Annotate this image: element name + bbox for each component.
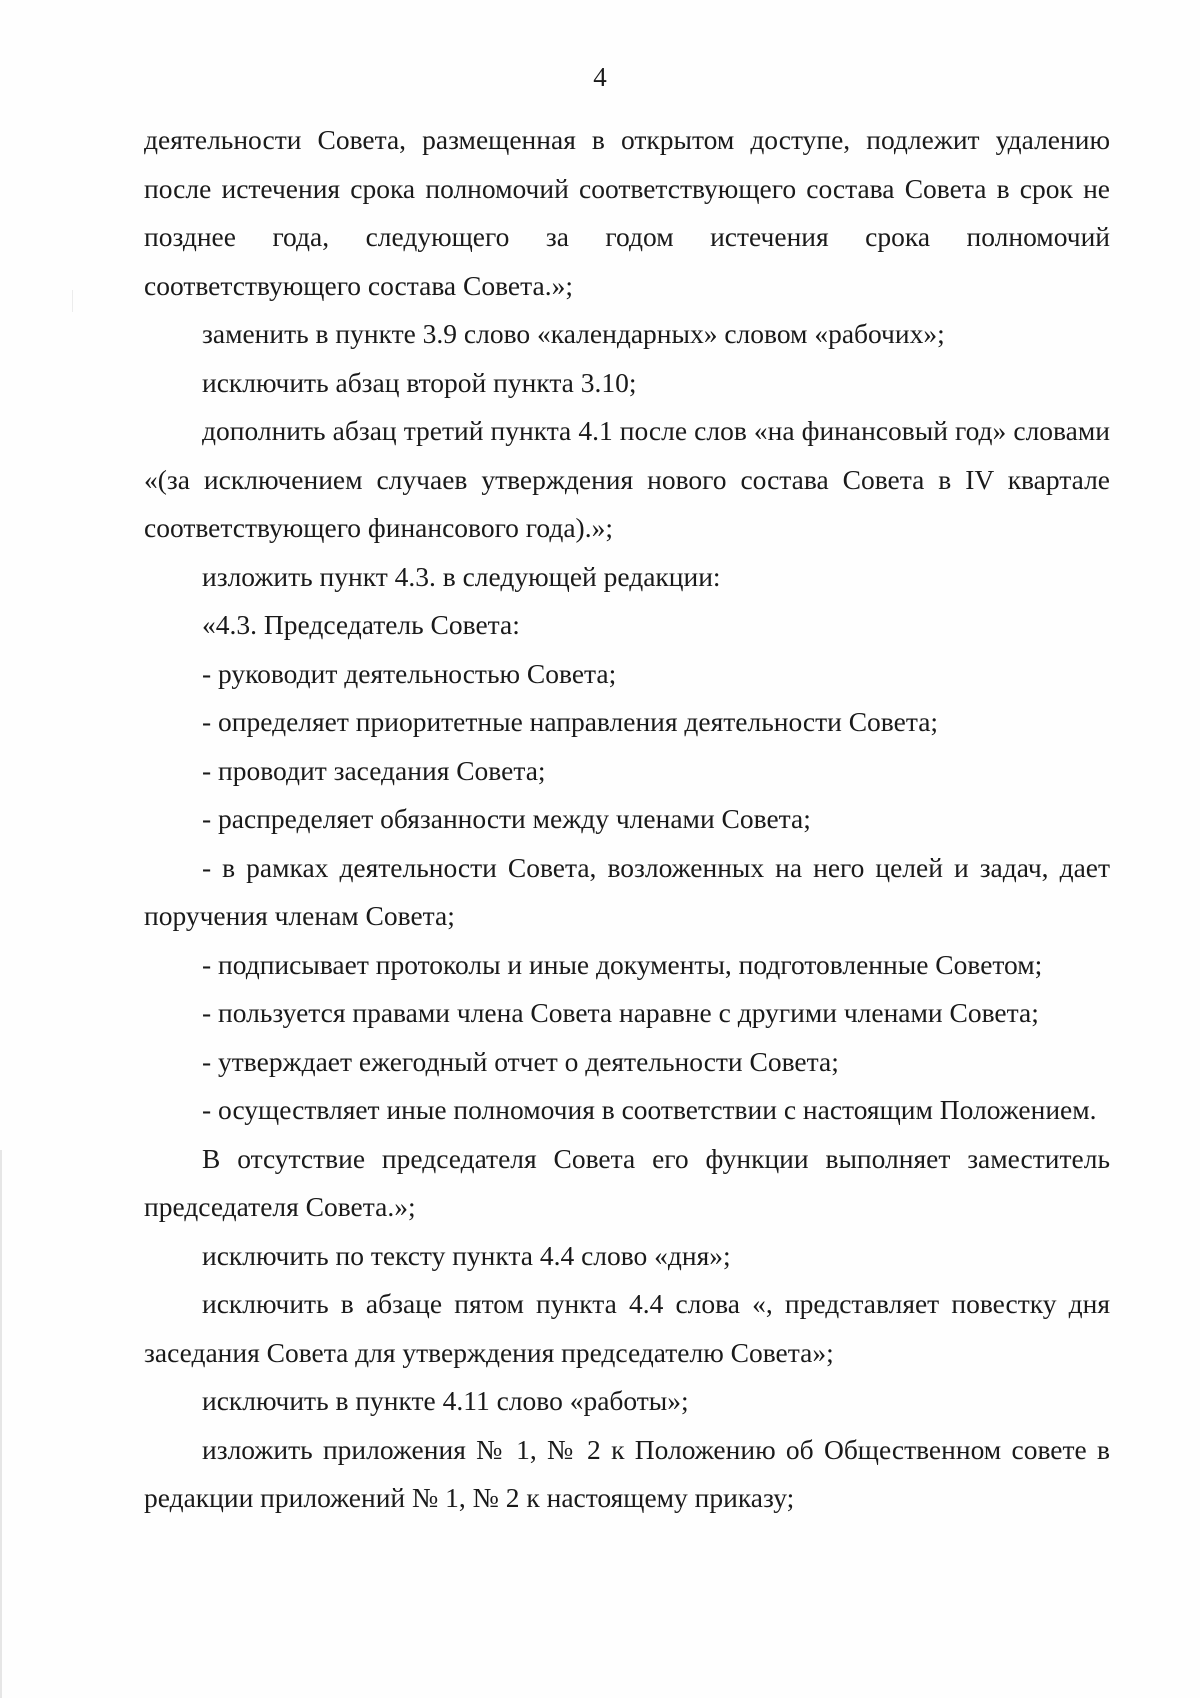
page-number: 4	[593, 62, 607, 92]
list-item: - в рамках деятельности Совета, возложенных на него целей и задач, дает поручения членам Совета;	[144, 851, 1110, 931]
paragraph-exclude-4-4-day: исключить по тексту пункта 4.4 слово «дня»;	[202, 1239, 731, 1271]
paragraph-exclude-3-10: исключить абзац второй пункта 3.10;	[202, 366, 637, 398]
list-item: - осуществляет иные полномочия в соответствии с настоящим Положением.	[202, 1094, 1097, 1125]
list-item: - руководит деятельностью Совета;	[202, 657, 617, 689]
paragraph-continuation: деятельности Совета, размещенная в открытом доступе, подлежит удалению после истечения срока полномочий соответствующего состава Совета в срок не позднее года, следующего за годом истечения срока полномочий соответствующего состава Совета.»;	[144, 124, 1110, 301]
list-item: - определяет приоритетные направления деятельности Совета;	[202, 706, 939, 737]
list-item: - утверждает ежегодный отчет о деятельности Совета;	[202, 1045, 839, 1077]
list-item: - подписывает протоколы и иные документы, подготовленные Советом;	[202, 948, 1043, 980]
scan-speck-artifact	[72, 290, 73, 312]
list-item: - распределяет обязанности между членами Совета;	[202, 803, 811, 834]
paragraph-4-3-heading: «4.3. Председатель Совета:	[202, 609, 520, 640]
paragraph-amend-3-9: заменить в пункте 3.9 слово «календарных» словом «рабочих»;	[202, 318, 945, 349]
paragraph-deputy-chair: В отсутствие председателя Совета его функции выполняет заместитель председателя Совета.»;	[144, 1142, 1110, 1222]
paragraph-exclude-4-4-fifth: исключить в абзаце пятом пункта 4.4 слова «, представляет повестку дня заседания Совета для утверждения председателю Совета»;	[144, 1288, 1110, 1368]
paragraph-restate-4-3: изложить пункт 4.3. в следующей редакции:	[202, 560, 721, 592]
list-item: - проводит заседания Совета;	[202, 754, 546, 786]
paragraph-exclude-4-11: исключить в пункте 4.11 слово «работы»;	[202, 1385, 689, 1416]
paragraph-amend-4-1: дополнить абзац третий пункта 4.1 после слов «на финансовый год» словами «(за исключением случаев утверждения нового состава Совета в IV квартале соответствующего финансового года).»;	[144, 415, 1110, 543]
paragraph-restate-appendices: изложить приложения № 1, № 2 к Положению об Общественном совете в редакции приложений № 1, № 2 к настоящему приказу;	[144, 1433, 1110, 1513]
list-item: - пользуется правами члена Совета наравне с другими членами Совета;	[202, 997, 1039, 1028]
scan-edge-artifact	[0, 1150, 2, 1698]
document-body	[144, 116, 1110, 1523]
